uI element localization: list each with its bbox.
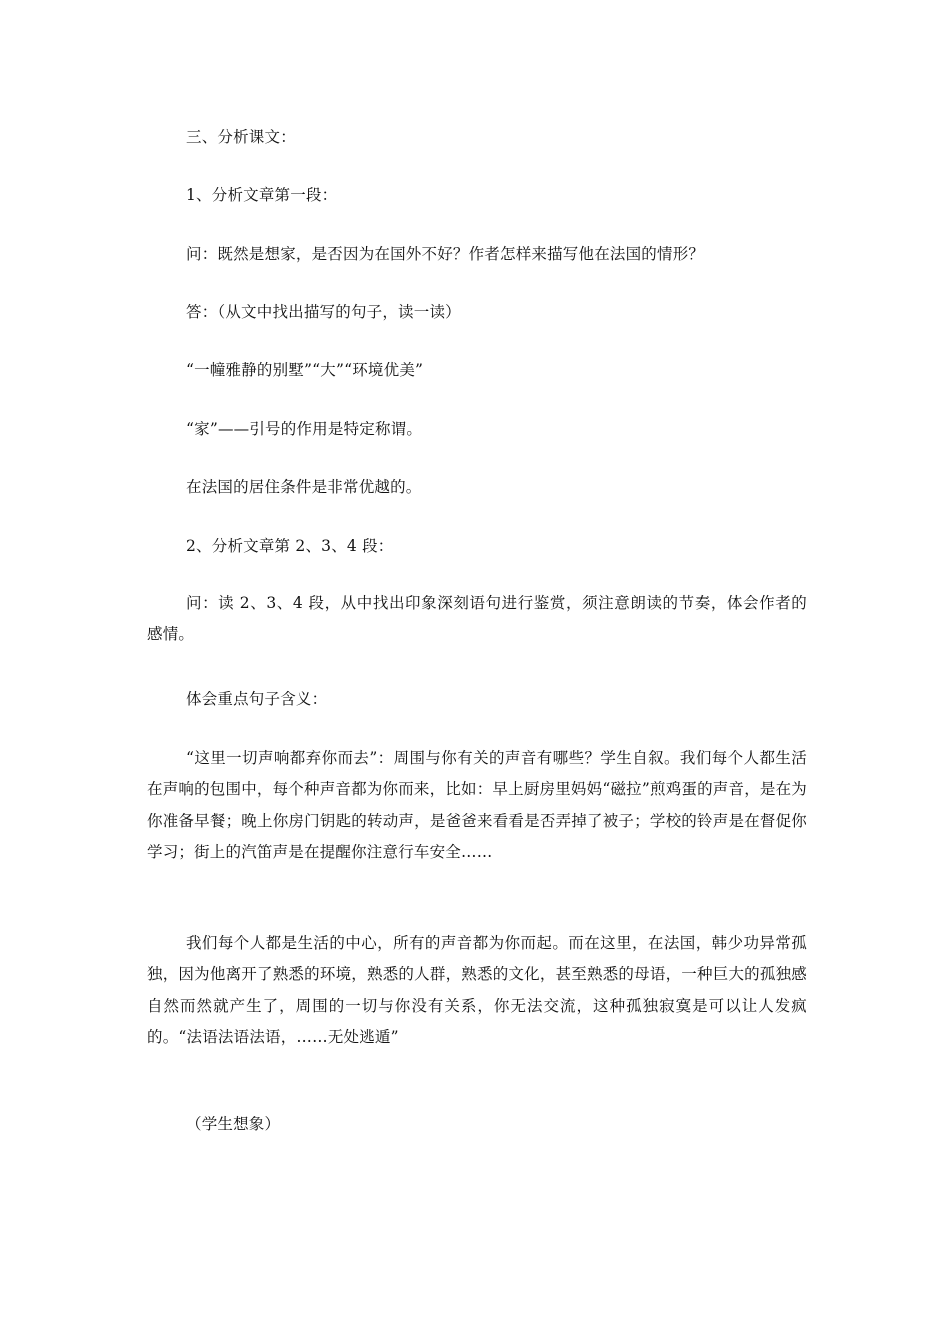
- part1-answer: 答：（从文中找出描写的句子，读一读）: [186, 303, 461, 321]
- part1-conclusion: 在法国的居住条件是非常优越的。: [186, 478, 422, 496]
- part1-heading: 1、分析文章第一段：: [186, 186, 338, 204]
- section-heading: 三、分析课文：: [186, 128, 296, 146]
- part1-quote-explanation: “家”——引号的作用是特定称谓。: [186, 420, 423, 438]
- analysis-paragraph-1: “这里一切声响都弃你而去”：周围与你有关的声音有哪些？学生自叙。我们每个人都生活在声响的包围中，每个种声音都为你而来，比如：早上厨房里妈妈“磁拉”煎鸡蛋的声音，是在为你准备早餐；晚上你房门钥匙的转动声，是爸爸来看看是否弄掉了被子；学校的铃声是在督促你学习；街上的汽笛声是在提醒你注意行车安全……: [147, 749, 807, 861]
- part1-quote-line: “一幢雅静的别墅”“大”“环境优美”: [186, 361, 424, 379]
- analysis-paragraph-2: 我们每个人都是生活的中心，所有的声音都为你而起。而在这里，在法国，韩少功异常孤独，因为他离开了熟悉的环境，熟悉的人群，熟悉的文化，甚至熟悉的母语，一种巨大的孤独感自然而然就产生了，周围的一切与你没有关系，你无法交流，这种孤独寂寞是可以让人发疯的。“法语法语法语，……无处逃遁”: [147, 934, 807, 1046]
- part2-heading: 2、分析文章第 2、3、4 段：: [186, 537, 394, 555]
- key-sentences-label: 体会重点句子含义：: [186, 690, 328, 708]
- part1-question: 问：既然是想家，是否因为在国外不好？作者怎样来描写他在法国的情形？: [186, 245, 705, 263]
- part2-question: 问：读 2、3、4 段，从中找出印象深刻语句进行鉴赏，须注意朗读的节奏，体会作者的感情。: [147, 594, 807, 644]
- student-imagination-note: （学生想象）: [186, 1115, 281, 1133]
